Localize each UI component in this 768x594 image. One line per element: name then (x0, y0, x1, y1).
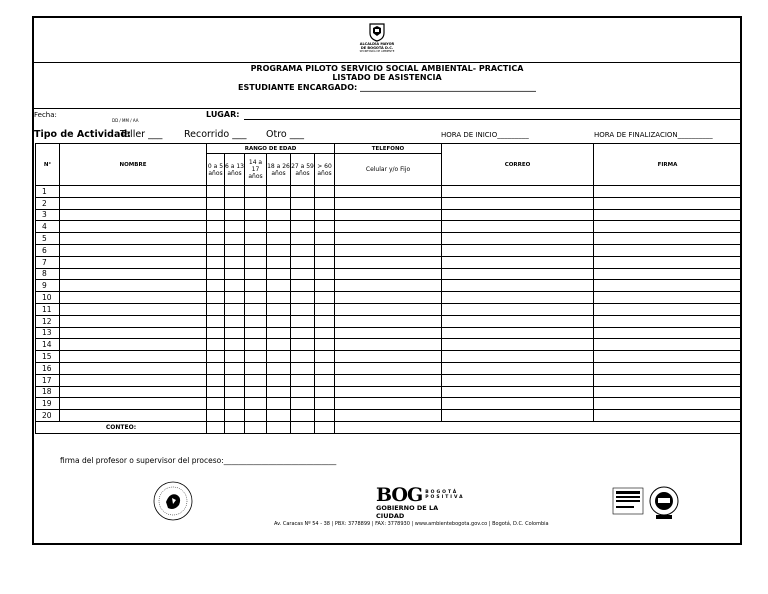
age-cell[interactable] (225, 303, 245, 315)
age-cell[interactable] (245, 303, 267, 315)
age-cell[interactable] (207, 398, 225, 410)
table-row (36, 398, 742, 410)
table-row (36, 374, 742, 386)
telefono-cell[interactable] (335, 186, 442, 198)
telefono-cell[interactable] (335, 351, 442, 363)
telefono-cell[interactable] (335, 398, 442, 410)
age-cell[interactable] (315, 209, 335, 221)
age-cell[interactable] (245, 268, 267, 280)
age-cell[interactable] (291, 315, 315, 327)
age-cell[interactable] (225, 292, 245, 304)
conteo-cell[interactable] (315, 421, 335, 433)
age-cell[interactable] (267, 362, 291, 374)
telefono-cell[interactable] (335, 268, 442, 280)
firma-cell[interactable] (594, 268, 742, 280)
age-cell[interactable] (245, 362, 267, 374)
actividad-label: Tipo de Actividad: (34, 129, 131, 140)
firma-cell[interactable] (594, 197, 742, 209)
correo-cell[interactable] (442, 303, 594, 315)
nombre-cell[interactable] (60, 197, 207, 209)
age-cell[interactable] (291, 410, 315, 422)
age-cell[interactable] (267, 221, 291, 233)
row-number: 5 (36, 233, 60, 245)
telefono-cell[interactable] (335, 362, 442, 374)
age-cell[interactable] (245, 221, 267, 233)
age-cell[interactable] (291, 197, 315, 209)
row-number: 18 (36, 386, 60, 398)
correo-cell[interactable] (442, 186, 594, 198)
age-cell[interactable] (207, 221, 225, 233)
rango-edad-header: RANGO DE EDAD (207, 144, 335, 154)
correo-cell[interactable] (442, 351, 594, 363)
age-cell[interactable] (245, 398, 267, 410)
table-row (36, 410, 742, 422)
age-cell[interactable] (207, 327, 225, 339)
correo-cell[interactable] (442, 197, 594, 209)
age-cell[interactable] (207, 186, 225, 198)
row-number: 14 (36, 339, 60, 351)
conteo-cell[interactable] (291, 421, 315, 433)
row-number: 10 (36, 292, 60, 304)
correo-cell[interactable] (442, 315, 594, 327)
firma-cell[interactable] (594, 351, 742, 363)
age-cell[interactable] (207, 339, 225, 351)
row-number: 12 (36, 315, 60, 327)
age-cell[interactable] (291, 256, 315, 268)
col-nombre-header: NOMBRE (60, 144, 207, 186)
firma-cell[interactable] (594, 327, 742, 339)
row-number: 15 (36, 351, 60, 363)
nombre-cell[interactable] (60, 374, 207, 386)
firma-cell[interactable] (594, 386, 742, 398)
age-cell[interactable] (225, 351, 245, 363)
nombre-cell[interactable] (60, 351, 207, 363)
age-cell[interactable] (245, 386, 267, 398)
age-cell[interactable] (245, 374, 267, 386)
nombre-cell[interactable] (60, 292, 207, 304)
age-cell[interactable] (315, 186, 335, 198)
bogota-positiva-logo (376, 484, 466, 520)
divider (34, 62, 740, 63)
age-cell[interactable] (225, 374, 245, 386)
age-cell[interactable] (315, 197, 335, 209)
row-number: 13 (36, 327, 60, 339)
age-cell[interactable] (245, 351, 267, 363)
age-cell[interactable] (291, 244, 315, 256)
correo-cell[interactable] (442, 280, 594, 292)
correo-cell[interactable] (442, 339, 594, 351)
age-cell[interactable] (225, 339, 245, 351)
age-cell[interactable] (225, 197, 245, 209)
telefono-cell[interactable] (335, 374, 442, 386)
conteo-blank (335, 421, 742, 433)
age-cell[interactable] (267, 303, 291, 315)
correo-cell[interactable] (442, 221, 594, 233)
age-cell[interactable] (267, 233, 291, 245)
row-number: 7 (36, 256, 60, 268)
age-cell[interactable] (207, 209, 225, 221)
correo-cell[interactable] (442, 398, 594, 410)
row-number: 4 (36, 221, 60, 233)
row-number: 1 (36, 186, 60, 198)
firma-cell[interactable] (594, 280, 742, 292)
age-cell[interactable] (207, 374, 225, 386)
hora-final-field[interactable]: HORA DE FINALIZACION__________ (594, 131, 713, 139)
age-cell[interactable] (291, 280, 315, 292)
nombre-cell[interactable] (60, 410, 207, 422)
age-cell[interactable] (207, 292, 225, 304)
age-cell[interactable] (245, 315, 267, 327)
table-row (36, 186, 742, 198)
nombre-cell[interactable] (60, 244, 207, 256)
seal-icon (152, 480, 194, 522)
org-line2: DE BOGOTÁ D.C. (360, 46, 394, 50)
age-cell[interactable] (291, 398, 315, 410)
age-cell[interactable] (315, 280, 335, 292)
form-frame (32, 16, 742, 545)
correo-cell[interactable] (442, 362, 594, 374)
correo-cell[interactable] (442, 244, 594, 256)
nombre-cell[interactable] (60, 233, 207, 245)
attendance-table (35, 143, 742, 434)
correo-cell[interactable] (442, 292, 594, 304)
table-row (36, 268, 742, 280)
telefono-cell[interactable] (335, 280, 442, 292)
age-cell[interactable] (315, 244, 335, 256)
table-row (36, 362, 742, 374)
row-number: 17 (36, 374, 60, 386)
age-range-4: 27 a 59 años (291, 154, 315, 186)
age-cell[interactable] (315, 386, 335, 398)
telefono-header: TELEFONO (335, 144, 442, 154)
correo-cell[interactable] (442, 327, 594, 339)
table-row (36, 233, 742, 245)
age-cell[interactable] (267, 256, 291, 268)
nombre-cell[interactable] (60, 209, 207, 221)
age-cell[interactable] (291, 292, 315, 304)
table-row (36, 327, 742, 339)
age-cell[interactable] (267, 268, 291, 280)
firma-cell[interactable] (594, 221, 742, 233)
age-cell[interactable] (245, 186, 267, 198)
firma-cell[interactable] (594, 410, 742, 422)
telefono-cell[interactable] (335, 292, 442, 304)
age-cell[interactable] (315, 303, 335, 315)
table-row (36, 244, 742, 256)
age-cell[interactable] (291, 327, 315, 339)
bog-sub-text: BOGOTÁ POSITIVA (425, 490, 465, 500)
age-cell[interactable] (225, 398, 245, 410)
firma-cell[interactable] (594, 244, 742, 256)
age-cell[interactable] (207, 351, 225, 363)
table-row (36, 197, 742, 209)
row-number: 16 (36, 362, 60, 374)
row-number: 9 (36, 280, 60, 292)
age-cell[interactable] (225, 186, 245, 198)
firma-cell[interactable] (594, 303, 742, 315)
telefono-cell[interactable] (335, 221, 442, 233)
age-cell[interactable] (291, 374, 315, 386)
conteo-cell[interactable] (245, 421, 267, 433)
form-subtitle: LISTADO DE ASISTENCIA (332, 73, 442, 82)
age-cell[interactable] (315, 339, 335, 351)
age-cell[interactable] (245, 410, 267, 422)
certification-icon (612, 484, 686, 520)
col-telefono-header: Celular y/o Fijo (335, 154, 442, 186)
age-cell[interactable] (207, 197, 225, 209)
age-cell[interactable] (267, 374, 291, 386)
age-cell[interactable] (267, 327, 291, 339)
age-cell[interactable] (225, 327, 245, 339)
age-cell[interactable] (291, 351, 315, 363)
age-cell[interactable] (267, 386, 291, 398)
org-line3: SECRETARÍA DE AMBIENTE (359, 50, 395, 53)
age-cell[interactable] (267, 351, 291, 363)
alcaldia-logo (342, 22, 412, 62)
age-cell[interactable] (291, 186, 315, 198)
nombre-cell[interactable] (60, 256, 207, 268)
age-cell[interactable] (315, 268, 335, 280)
age-cell[interactable] (291, 386, 315, 398)
telefono-cell[interactable] (335, 209, 442, 221)
age-cell[interactable] (315, 362, 335, 374)
age-cell[interactable] (291, 303, 315, 315)
firma-cell[interactable] (594, 186, 742, 198)
gobierno-text: GOBIERNO DE LA CIUDAD (376, 504, 439, 520)
program-seal-logo (152, 480, 194, 526)
age-cell[interactable] (315, 233, 335, 245)
firma-cell[interactable] (594, 339, 742, 351)
row-number: 8 (36, 268, 60, 280)
nombre-cell[interactable] (60, 280, 207, 292)
telefono-cell[interactable] (335, 386, 442, 398)
correo-cell[interactable] (442, 374, 594, 386)
firma-cell[interactable] (594, 315, 742, 327)
age-cell[interactable] (291, 209, 315, 221)
age-cell[interactable] (267, 339, 291, 351)
age-cell[interactable] (291, 362, 315, 374)
age-cell[interactable] (207, 256, 225, 268)
correo-cell[interactable] (442, 256, 594, 268)
telefono-cell[interactable] (335, 339, 442, 351)
age-cell[interactable] (225, 221, 245, 233)
hora-inicio-field[interactable]: HORA DE INICIO_________ (441, 131, 529, 139)
age-cell[interactable] (245, 292, 267, 304)
row-number: 6 (36, 244, 60, 256)
age-cell[interactable] (245, 233, 267, 245)
table-row (36, 292, 742, 304)
correo-cell[interactable] (442, 233, 594, 245)
correo-cell[interactable] (442, 386, 594, 398)
firma-cell[interactable] (594, 362, 742, 374)
table-row (36, 351, 742, 363)
age-cell[interactable] (225, 280, 245, 292)
conteo-label: CONTEO: (36, 421, 207, 433)
age-cell[interactable] (315, 256, 335, 268)
age-range-2: 14 a 17 años (245, 154, 267, 186)
age-cell[interactable] (315, 292, 335, 304)
nombre-cell[interactable] (60, 315, 207, 327)
telefono-cell[interactable] (335, 197, 442, 209)
age-cell[interactable] (315, 398, 335, 410)
age-cell[interactable] (315, 315, 335, 327)
form-title: PROGRAMA PILOTO SERVICIO SOCIAL AMBIENTAL- PRACTICA (250, 64, 524, 73)
table-row (36, 209, 742, 221)
telefono-cell[interactable] (335, 256, 442, 268)
nombre-cell[interactable] (60, 339, 207, 351)
age-cell[interactable] (267, 197, 291, 209)
firma-cell[interactable] (594, 398, 742, 410)
table-row (36, 315, 742, 327)
otro-option[interactable]: Otro ___ (266, 129, 304, 140)
certification-logos (612, 484, 686, 524)
age-range-1: 6 a 13 años (225, 154, 245, 186)
table-row (36, 339, 742, 351)
age-cell[interactable] (245, 280, 267, 292)
col-num-header: N° (36, 144, 60, 186)
table-row (36, 256, 742, 268)
age-cell[interactable] (225, 362, 245, 374)
bog-logo-text: BOG (376, 484, 423, 506)
age-cell[interactable] (267, 244, 291, 256)
taller-option[interactable]: Taller ___ (120, 129, 163, 140)
age-cell[interactable] (291, 221, 315, 233)
conteo-cell[interactable] (207, 421, 225, 433)
correo-cell[interactable] (442, 268, 594, 280)
age-cell[interactable] (245, 256, 267, 268)
row-number: 19 (36, 398, 60, 410)
row-number: 3 (36, 209, 60, 221)
age-cell[interactable] (245, 197, 267, 209)
age-cell[interactable] (267, 186, 291, 198)
lugar-label: LUGAR: (206, 110, 240, 119)
age-range-3: 18 a 26 años (267, 154, 291, 186)
nombre-cell[interactable] (60, 303, 207, 315)
lugar-line[interactable] (244, 119, 740, 120)
age-cell[interactable] (207, 268, 225, 280)
age-cell[interactable] (225, 209, 245, 221)
age-cell[interactable] (207, 315, 225, 327)
age-cell[interactable] (225, 410, 245, 422)
telefono-cell[interactable] (335, 244, 442, 256)
age-cell[interactable] (245, 327, 267, 339)
age-cell[interactable] (207, 280, 225, 292)
age-cell[interactable] (207, 386, 225, 398)
firma-cell[interactable] (594, 292, 742, 304)
age-cell[interactable] (207, 410, 225, 422)
table-row (36, 303, 742, 315)
nombre-cell[interactable] (60, 398, 207, 410)
age-cell[interactable] (267, 280, 291, 292)
telefono-cell[interactable] (335, 303, 442, 315)
firma-cell[interactable] (594, 233, 742, 245)
age-range-0: 0 a 5 años (207, 154, 225, 186)
age-cell[interactable] (315, 327, 335, 339)
row-number: 20 (36, 410, 60, 422)
age-cell[interactable] (225, 315, 245, 327)
correo-cell[interactable] (442, 410, 594, 422)
age-cell[interactable] (267, 398, 291, 410)
coat-of-arms-icon (368, 22, 386, 42)
age-cell[interactable] (267, 209, 291, 221)
org-line1: ALCALDÍA MAYOR (359, 42, 395, 46)
telefono-cell[interactable] (335, 410, 442, 422)
firma-cell[interactable] (594, 374, 742, 386)
table-row (36, 221, 742, 233)
age-cell[interactable] (315, 374, 335, 386)
age-cell[interactable] (207, 362, 225, 374)
age-cell[interactable] (315, 351, 335, 363)
row-number: 2 (36, 197, 60, 209)
nombre-cell[interactable] (60, 386, 207, 398)
age-cell[interactable] (207, 244, 225, 256)
nombre-cell[interactable] (60, 327, 207, 339)
firma-cell[interactable] (594, 209, 742, 221)
nombre-cell[interactable] (60, 221, 207, 233)
age-cell[interactable] (315, 410, 335, 422)
age-cell[interactable] (245, 209, 267, 221)
conteo-cell[interactable] (225, 421, 245, 433)
age-cell[interactable] (291, 233, 315, 245)
student-in-charge: ESTUDIANTE ENCARGADO: ____________________________________________ (238, 83, 536, 92)
telefono-cell[interactable] (335, 233, 442, 245)
age-cell[interactable] (225, 386, 245, 398)
age-cell[interactable] (225, 268, 245, 280)
age-cell[interactable] (267, 292, 291, 304)
nombre-cell[interactable] (60, 362, 207, 374)
age-range-5: > 60 años (315, 154, 335, 186)
col-firma-header: FIRMA (594, 144, 742, 186)
recorrido-option[interactable]: Recorrido ___ (184, 129, 247, 140)
col-correo-header: CORREO (442, 144, 594, 186)
age-cell[interactable] (245, 244, 267, 256)
table-row (36, 386, 742, 398)
divider (34, 108, 740, 109)
nombre-cell[interactable] (60, 268, 207, 280)
footer-address: Av. Caracas Nº 54 - 38 | PBX: 3778899 | FAX: 3778930 | www.ambientebogota.gov.co | Bogotá, D.C. Colombia (274, 521, 549, 527)
age-cell[interactable] (225, 256, 245, 268)
age-cell[interactable] (291, 268, 315, 280)
age-cell[interactable] (245, 339, 267, 351)
correo-cell[interactable] (442, 209, 594, 221)
fecha-label: Fecha: (34, 111, 57, 119)
nombre-cell[interactable] (60, 186, 207, 198)
age-cell[interactable] (267, 315, 291, 327)
age-cell[interactable] (225, 233, 245, 245)
conteo-cell[interactable] (267, 421, 291, 433)
supervisor-signature[interactable]: firma del profesor o supervisor del proceso:______________________________ (60, 456, 337, 465)
table-row (36, 280, 742, 292)
row-number: 11 (36, 303, 60, 315)
age-cell[interactable] (267, 410, 291, 422)
attendance-rows (36, 186, 742, 422)
age-cell[interactable] (291, 339, 315, 351)
telefono-cell[interactable] (335, 315, 442, 327)
age-cell[interactable] (225, 244, 245, 256)
fecha-format[interactable]: DD / MM / AA (112, 118, 139, 123)
firma-cell[interactable] (594, 256, 742, 268)
age-cell[interactable] (207, 233, 225, 245)
age-cell[interactable] (315, 221, 335, 233)
age-cell[interactable] (207, 303, 225, 315)
telefono-cell[interactable] (335, 327, 442, 339)
